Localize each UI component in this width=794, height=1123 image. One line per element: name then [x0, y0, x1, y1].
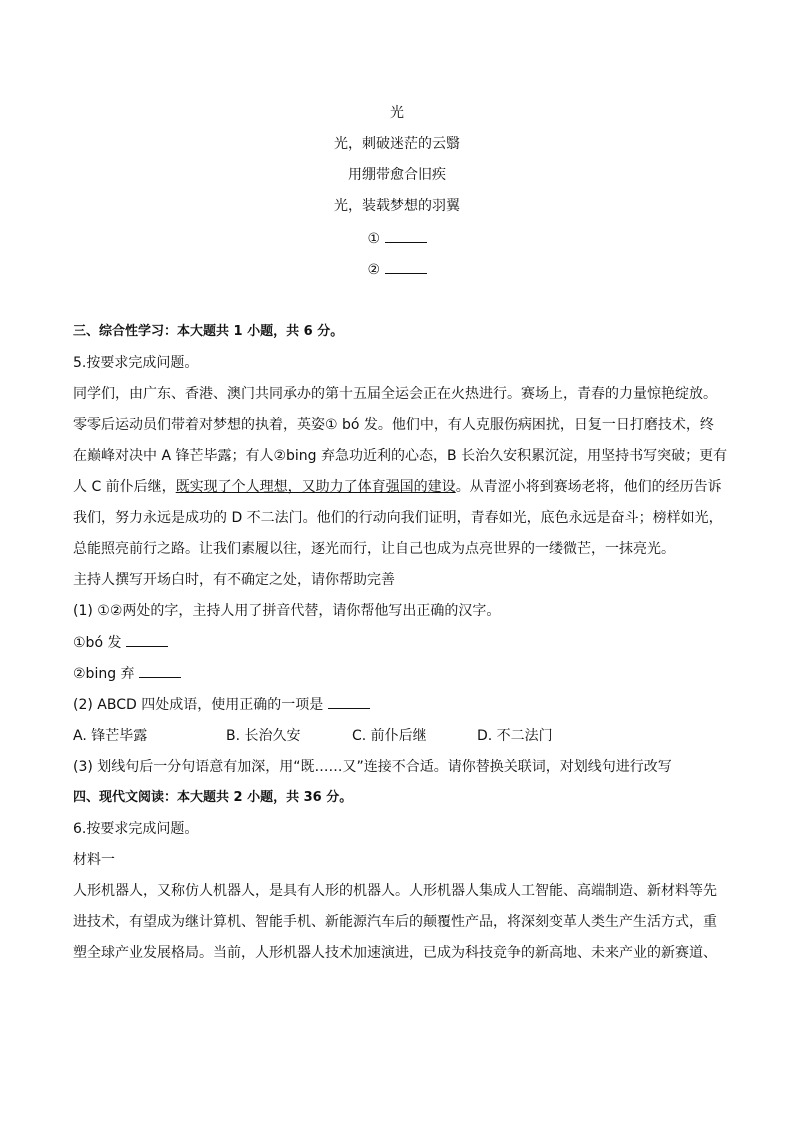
sub-question-2-label: (2) ABCD 四处成语，使用正确的一项是 — [73, 697, 324, 713]
sub-question-1b-label: ②bing 弃 — [73, 666, 135, 682]
option-b: B. 长治久安 — [226, 728, 301, 744]
passage-line-4-pre: 人 C 前仆后继， — [73, 479, 176, 495]
poem-blank-2 — [0, 259, 794, 280]
option-c: C. 前仆后继 — [352, 728, 427, 744]
section4-heading: 四、现代文阅读：本大题共 2 小题，共 36 分。 — [73, 790, 353, 805]
answer-blank-2[interactable] — [328, 694, 370, 709]
question-5-label: 5.按要求完成问题。 — [73, 355, 199, 371]
passage-line-6: 总能照亮前行之路。让我们素履以往，逐光而行，让自己也成为点亮世界的一缕微芒，一抹亮光。 — [73, 541, 675, 557]
sub-question-2 — [73, 694, 723, 715]
poem-blank-1-line — [385, 228, 427, 243]
sub-question-1b — [73, 663, 723, 684]
passage-line-5: 我们，努力永远是成功的 D 不二法门。他们的行动向我们证明，青春如光，底色永远是奋斗；榜样如光， — [73, 510, 723, 526]
answer-blank-1b[interactable] — [139, 663, 181, 678]
option-d: D. 不二法门 — [477, 728, 553, 744]
sub-question-1a-label: ①bó 发 — [73, 635, 122, 651]
poem-line-1: 光，刺破迷茫的云翳 — [334, 136, 460, 152]
option-a: A. 锋芒毕露 — [73, 728, 148, 744]
section3-heading: 三、综合性学习：本大题共 1 小题，共 6 分。 — [73, 324, 344, 339]
material-line-2: 进技术，有望成为继计算机、智能手机、新能源汽车后的颠覆性产品，将深刻变革人类生产生活方式，重 — [73, 914, 717, 930]
sub-question-1: (1) ①②两处的字，主持人用了拼音代替，请你帮他写出正确的汉字。 — [73, 603, 501, 619]
passage-line-2: 零零后运动员们带着对梦想的执着，英姿① bó 发。他们中，有人克服伤病困扰，日复一日打磨技术，终 — [73, 417, 714, 433]
poem-blank-2-line — [385, 259, 427, 274]
poem-title: 光 — [390, 105, 404, 121]
passage-line-4 — [73, 477, 723, 497]
host-intro: 主持人撰写开场白时，有不确定之处，请你帮助完善 — [73, 572, 395, 588]
material-line-1: 人形机器人，又称仿人机器人，是具有人形的机器人。人形机器人集成人工智能、高端制造、新材料等先 — [73, 883, 717, 899]
question-6-label: 6.按要求完成问题。 — [73, 821, 199, 837]
sub-question-3: (3) 划线句后一分句语意有加深，用“既……又”连接不合适。请你替换关联词，对划线句进行改写 — [73, 759, 672, 775]
material-1-label: 材料一 — [73, 852, 115, 868]
poem-blank-2-label: ② — [367, 262, 381, 278]
passage-line-1: 同学们，由广东、香港、澳门共同承办的第十五届全运会正在火热进行。赛场上，青春的力量惊艳绽放。 — [73, 386, 717, 402]
underlined-sentence: 既实现了个人理想，又助力了体育强国的建设 — [175, 479, 456, 495]
passage-line-4-post: 。从青涩小将到赛场老将，他们的经历告诉 — [455, 479, 722, 495]
poem-line-2: 用绷带愈合旧疾 — [348, 167, 446, 183]
sub-question-1a — [73, 632, 723, 653]
poem-line-3: 光，装载梦想的羽翼 — [334, 198, 460, 214]
poem-blank-1 — [0, 228, 794, 249]
poem-blank-1-label: ① — [367, 231, 381, 247]
material-line-3: 塑全球产业发展格局。当前，人形机器人技术加速演进，已成为科技竞争的新高地、未来产业的新赛道、 — [73, 945, 717, 961]
passage-line-3: 在巅峰对决中 A 锋芒毕露；有人②bing 弃急功近利的心态，B 长治久安积累沉淀，用坚持书写突破；更有 — [73, 448, 728, 464]
answer-blank-1a[interactable] — [126, 632, 168, 647]
